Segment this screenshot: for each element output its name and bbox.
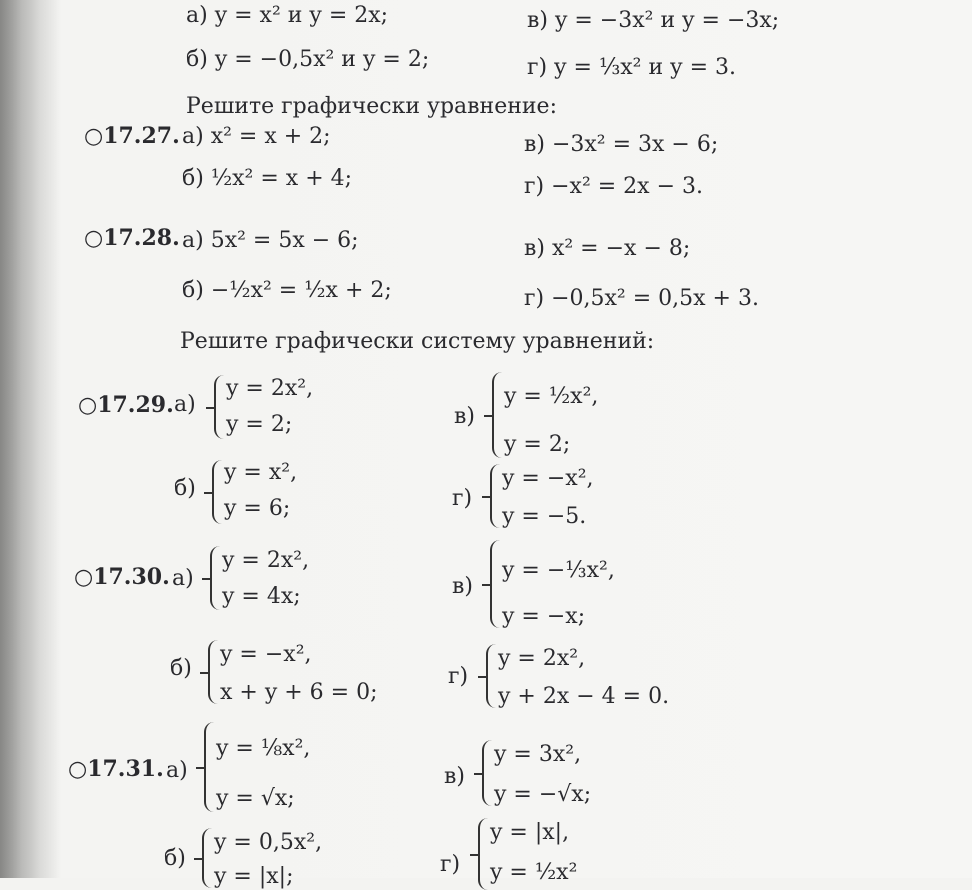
problem-number-17-29: ○17.29. [78,392,174,418]
sys-17-30-g-line1: y = 2x², [498,646,586,671]
heading-solve-system: Решите графически систему уравнений: [180,329,655,354]
system-brace [212,460,222,524]
label-b: б) [174,476,196,501]
problem-number-17-28: ○17.28. [84,225,180,251]
sys-17-29-v-line2: y = 2; [504,432,571,457]
eq-17-28-b: б) −½x² = ½x + 2; [182,278,392,303]
label-a: а) [166,758,188,783]
book-spine-shadow [0,0,62,878]
sys-17-29-g-line2: y = −5. [502,504,587,529]
eq-17-27-a: а) x² = x + 2; [182,124,331,149]
eq-17-27-b: б) ½x² = x + 4; [182,166,353,191]
eq-17-28-v: в) x² = −x − 8; [524,236,691,261]
label-b: б) [164,846,186,871]
system-brace [482,740,492,806]
sys-17-31-b-line2: y = |x|; [214,864,294,889]
sys-17-31-g-line2: y = ½x² [490,860,578,885]
sys-17-29-v-line1: y = ½x², [504,384,599,409]
label-v: в) [454,404,475,429]
sys-17-30-a-line1: y = 2x², [222,548,310,573]
eq-17-28-a: а) 5x² = 5x − 6; [182,228,359,253]
problem-number-17-31: ○17.31. [68,756,164,782]
problem-number-17-30: ○17.30. [74,564,170,590]
sys-17-31-g-line1: y = |x|, [490,820,570,845]
label-b: б) [170,656,192,681]
sys-17-29-a-line1: y = 2x², [226,376,314,401]
sys-17-31-a-line2: y = √x; [216,786,295,811]
eq-17-28-g: г) −0,5x² = 0,5x + 3. [524,286,759,311]
heading-solve-equation: Решите графически уравнение: [186,94,557,119]
system-brace [478,818,488,890]
sys-17-29-g-line1: y = −x², [502,466,594,491]
sys-17-31-v-line1: y = 3x², [494,742,582,767]
sys-17-30-b-line1: y = −x², [220,642,312,667]
system-brace [490,540,500,628]
sys-17-29-b-line2: y = 6; [224,496,291,521]
system-brace [210,546,220,610]
sys-17-31-v-line2: y = −√x; [494,782,592,807]
label-v: в) [444,764,465,789]
label-a: а) [172,566,194,591]
sys-17-31-a-line1: y = ⅛x², [216,736,311,761]
system-brace [204,722,214,812]
system-brace [486,644,496,708]
top-item-g: г) y = ⅓x² и y = 3. [527,55,736,80]
sys-17-31-b-line1: y = 0,5x², [214,830,323,855]
label-a: а) [174,392,196,417]
label-g: г) [452,486,473,511]
system-brace [208,640,218,704]
top-item-v: в) y = −3x² и y = −3x; [527,8,780,33]
label-g: г) [448,664,469,689]
top-item-a: а) y = x² и y = 2x; [186,3,389,28]
sys-17-30-g-line2: y + 2x − 4 = 0. [498,684,670,709]
sys-17-30-v-line1: y = −⅓x², [502,558,615,583]
system-brace [492,372,502,458]
sys-17-30-a-line2: y = 4x; [222,584,301,609]
sys-17-29-a-line2: y = 2; [226,412,293,437]
system-brace [214,375,224,439]
problem-number-17-27: ○17.27. [84,123,180,149]
top-item-b: б) y = −0,5x² и y = 2; [186,47,430,72]
eq-17-27-v: в) −3x² = 3x − 6; [524,132,719,157]
sys-17-30-b-line2: x + y + 6 = 0; [220,680,378,705]
sys-17-30-v-line2: y = −x; [502,604,586,629]
system-brace [202,828,212,888]
label-g: г) [440,852,461,877]
label-v: в) [452,574,473,599]
eq-17-27-g: г) −x² = 2x − 3. [524,174,703,199]
system-brace [490,464,500,528]
sys-17-29-b-line1: y = x², [224,460,298,485]
